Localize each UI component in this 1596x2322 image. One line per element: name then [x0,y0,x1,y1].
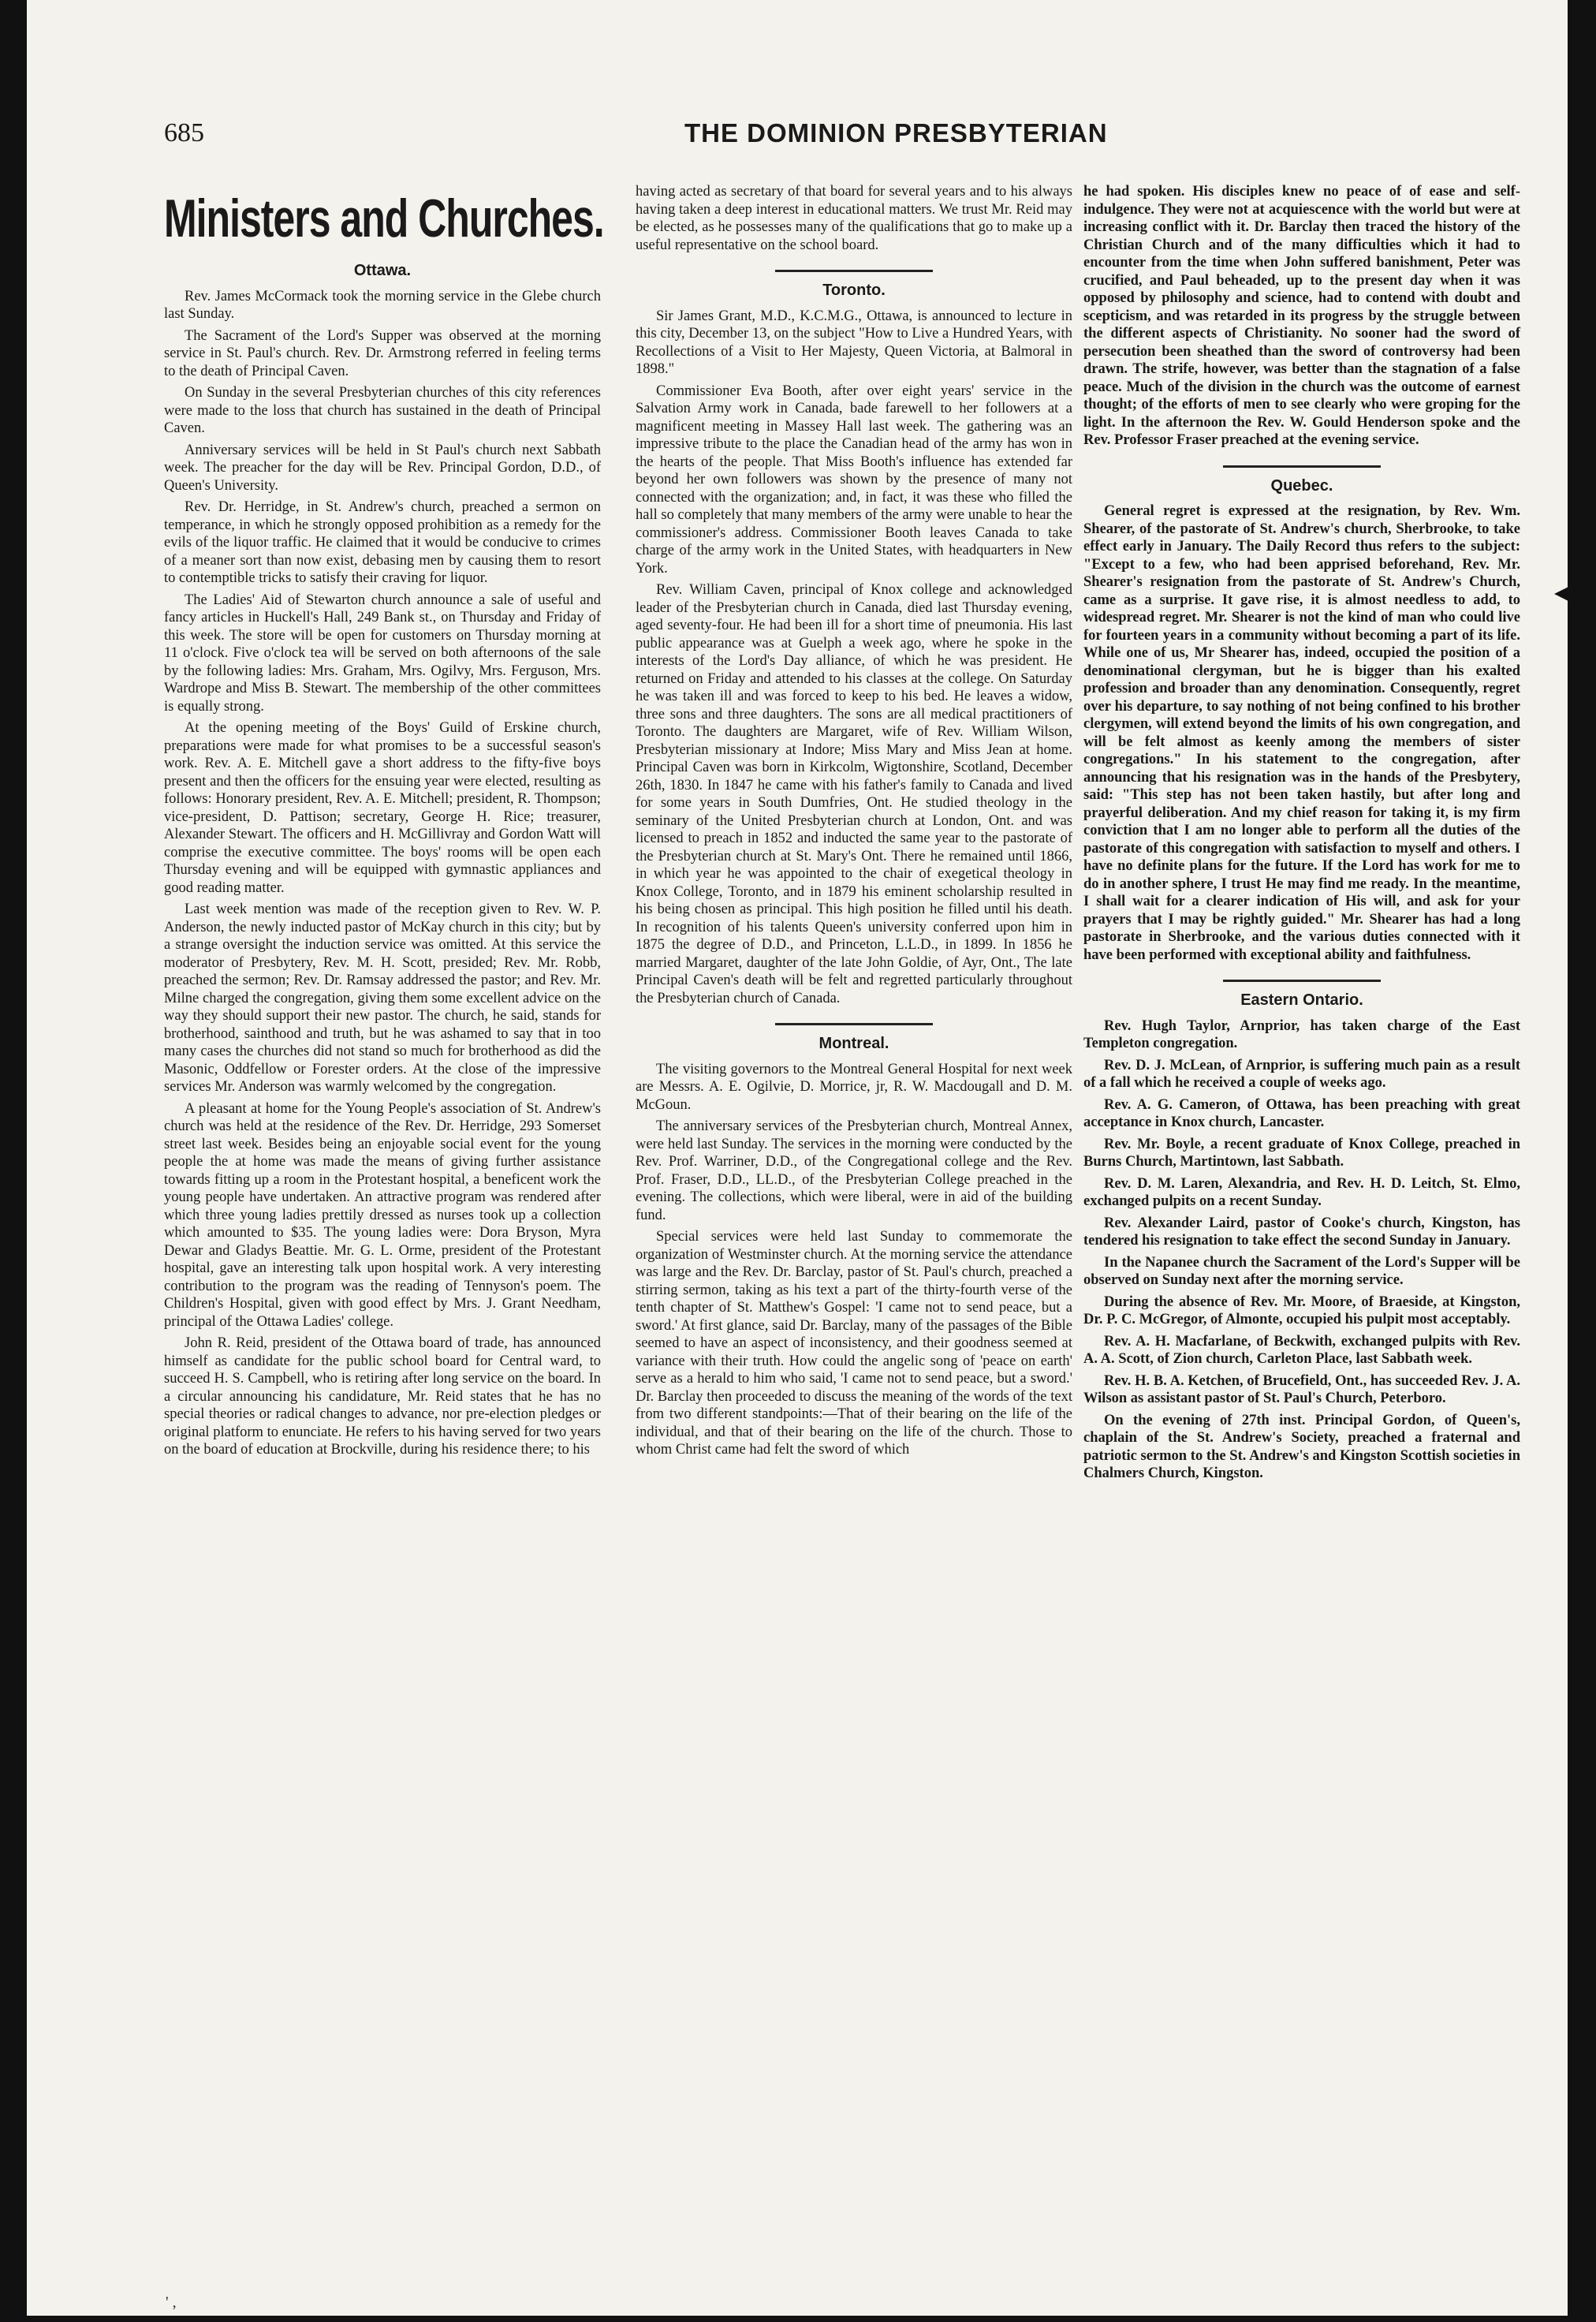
section-divider [775,270,933,272]
scan-border-bottom [0,2316,1596,2322]
paragraph: The anniversary services of the Presbyterian church, Montreal Annex, were held last Sunday. The services in the morning were conducted by the Rev. Prof. Warriner, D.D., of the Congregational college and the Rev. Prof. Fraser, D.D., LL.D., of the Presbyterian College preached in the evening. The collections, which were liberal, were in aid of the building fund. [636,1118,1072,1223]
paragraph: Anniversary services will be held in St Paul's church next Sabbath week. The preacher for the day will be Rev. Principal Gordon, D.D., of Queen's University. [164,442,601,494]
paragraph: Rev. D. M. Laren, Alexandria, and Rev. H. D. Leitch, St. Elmo, exchanged pulpits on a recent Sunday. [1083,1175,1520,1209]
paragraph: Rev. A. H. Macfarlane, of Beckwith, exchanged pulpits with Rev. A. A. Scott, of Zion church, Carleton Place, last Sabbath week. [1083,1333,1520,1367]
running-head [164,118,1520,158]
scan-border-right [1568,0,1596,2322]
section-heading-quebec: Quebec. [1270,476,1333,495]
paragraph: Rev. A. G. Cameron, of Ottawa, has been preaching with great acceptance in Knox church, Lancaster. [1083,1096,1520,1130]
column-3 [1083,183,1520,1487]
paragraph: A pleasant at home for the Young People's association of St. Andrew's church was held at the residence of the Rev. Dr. Herridge, 293 Somerset street last week. Besides being an enjoyable social event for the young people the at home was made the means of giving further assistance towards fitting up a room in the Protestant hospital, a beneficent work the young people have undertaken. An attractive program was rendered after which three young ladies prettily dressed as nurses took up a collection which amounted to $35. The young ladies were: Dora Bryson, Myra Dewar and Gladys Beattie. Mr. G. L. Orme, president of the Protestant hospital, gave an interesting talk upon hospital work. A very interesting contribution to the program was the reading of Tennyson's poem. The Children's Hospital, given with good effect by Mrs. J. Grant Needham, principal of the Ottawa Ladies' college. [164,1100,601,1330]
paragraph: During the absence of Rev. Mr. Moore, of Braeside, at Kingston, Dr. P. C. McGregor, of Almonte, occupied his pulpit most acceptably. [1083,1294,1520,1327]
section-divider [775,1023,933,1025]
paragraph: Commissioner Eva Booth, after over eight years' service in the Salvation Army work in Canada, bade farewell to her followers at a magnificent meeting in Massey Hall last week. The gathering was an impressive tribute to the place the Canadian head of the army has won in the hearts of the people. That Miss Booth's influence has extended far beyond her own followers was shown by the presence of many not connected with the organization; and, in fact, it was these who filled the hall so completely that many members of the army were unable to hear the commissioner's address. Commissioner Booth leaves Canada to take charge of the army work in the United States, with headquarters in New York. [636,383,1072,577]
paragraph: At the opening meeting of the Boys' Guild of Erskine church, preparations were made for what promises to be a successful season's work. Rev. A. E. Mitchell gave a short address to the fifty-five boys present and then the officers for the ensuing year were elected, resulting as follows: Honorary president, Rev. A. E. Mitchell; president, R. Thompson; vice-president, D. Pattison; secretary, George H. Rice; treasurer, Alexander Stewart. The officers and H. McGillivray and Gordon Watt will comprise the executive committee. The boys' rooms will be open each Thursday evening and will be equipped with gymnastic appliances and good reading matter. [164,720,601,896]
paragraph: Last week mention was made of the reception given to Rev. W. P. Anderson, the newly inducted pastor of McKay church in this city; but by a strange oversight the induction service was omitted. At this service the moderator of Presbytery, Rev. M. H. Scott, presided; Rev. Mr. Robb, preached the sermon; Rev. Dr. Ramsay addressed the pastor; and Rev. Mr. Milne charged the congregation, giving them some excellent advice on the way they should support their new pastor. The church, he said, stands for brotherhood, sainthood and truth, but he was ashamed to say that in too many cases the churches did not stand so much for brotherhood as did the Masonic, Oddfellow or Forester orders. At the close of the impressive services Mr. Anderson was warmly welcomed by the congregation. [164,902,601,1095]
paragraph: Rev. D. J. McLean, of Arnprior, is suffering much pain as a result of a fall which he received a couple of weeks ago. [1083,1057,1520,1091]
paragraph: Special services were held last Sunday to commemorate the organization of Westminster church. At the morning service the attendance was large and the Rev. Dr. Barclay, pastor of St. Paul's church, preached a stirring sermon, taking as his text a part of the thirty-fourth verse of the tenth chapter of St. Matthew's Gospel: 'I came not to send peace, but a sword.' At first glance, said Dr. Barclay, many of the passages of the Bible seemed to have an aspect of inconsistency, and their goodness seemed at variance with their truth. How could the angelic song of 'peace on earth' serve as a herald to him who said, 'I came not to send peace, but a sword.' Dr. Barclay then proceeded to discuss the meaning of the words of the text from two different standpoints:—That of their bearing on the life of the individual, and that of their bearing on the life of the church. Those to whom Christ came had felt the sword of which [636,1229,1072,1458]
column-1 [164,183,604,1463]
paragraph: Rev. James McCormack took the morning service in the Glebe church last Sunday. [164,288,601,322]
paragraph: On Sunday in the several Presbyterian churches of this city references were made to the loss that church has sustained in the death of Principal Caven. [164,385,601,436]
paragraph: Rev. Alexander Laird, pastor of Cooke's church, Kingston, has tendered his resignation to take effect the second Sunday in January. [1083,1215,1520,1249]
paragraph-continuation: he had spoken. His disciples knew no peace of of ease and self-indulgence. They were not at acquiescence with the world but were at increasing conflict with it. Dr. Barclay then traced the history of the Christian Church and of the many difficulties which it had to encounter from the time when John suffered banishment, Peter was crucified, and Paul beheaded, up to the present day when it was opposed by philosophy and science, had to contend with doubt and scepticism, and was retarded in its progress by the struggle between the different aspects of Christianity. No sooner had the sword of persecution been sheathed than the sword of controversy had been drawn. The strife, however, was better than the stagnation of a false peace. Much of the division in the church was the outcome of earnest thought; of the efforts of men to see clearly who were groping for the light. In the afternoon the Rev. W. Gould Henderson spoke and the Rev. Professor Fraser preached at the evening service. [1083,184,1520,448]
paragraph-continuation: having acted as secretary of that board for several years and to his always having taken a deep interest in educational matters. We trust Mr. Reid may be elected, as he possesses many of the qualifications that go to make up a useful representative on the school board. [636,184,1072,253]
section-heading-toronto: Toronto. [822,282,886,299]
page-number: 685 [164,118,204,147]
scan-border-left [0,0,27,2322]
paragraph: Rev. Dr. Herridge, in St. Andrew's church, preached a sermon on temperance, in which he strongly opposed prohibition as a remedy for the evils of the liquor traffic. He claimed that it would be conducive to crimes of a meaner sort than now exist, debasing men by causing them to resort to contemptible tricks to satisfy their craving for liquor. [164,499,601,586]
section-heading-eastern-ontario: Eastern Ontario. [1240,991,1363,1009]
paragraph: Rev. William Caven, principal of Knox college and acknowledged leader of the Presbyterian church in Canada, died last Thursday evening, aged seventy-four. He had been ill for a short time of pneumonia. His last public appearance was at Guelph a week ago, where he spoke in the interests of the Lord's Day alliance, of which he was president. He returned on Friday and attended to his classes at the college. On Saturday he was taken ill and was forced to keep to his bed. He leaves a widow, three sons and three daughters. The sons are all medical practitioners of Toronto. The daughters are Margaret, wife of Rev. William Wilson, Presbyterian missionary at Indore; Miss Mary and Miss Jean at home. Principal Caven was born in Kirkcolm, Wigtonshire, Scotland, December 26th, 1830. In 1847 he came with his father's family to Canada and lived for some years in South Dumfries, Ont. He studied theology in the seminary of the United Presbyterian church at London, Ont. and was licensed to preach in 1852 and inducted the same year to the pastorate of the Presbyterian church at St. Mary's Ont. There he remained until 1866, in which year he was appointed to the chair of exegetical theology in Knox College, Toronto, and in 1879 his eminent scholarship resulted in his being chosen as principal. This high position he filled until his death. In recognition of his talents Queen's university conferred upon him in 1875 the degree of D.D., and Princeton, L.L.D., in 1899. In 1856 he married Margaret, daughter of the late John Goldie, of Ayr, Ont., The late Principal Caven's death will be felt and regretted particularly throughout the Presbyterian church of Canada. [636,582,1072,1006]
column-2 [636,183,1072,1463]
footer-mark: ' , [166,2294,177,2311]
section-divider [1223,980,1381,982]
paragraph: The visiting governors to the Montreal General Hospital for next week are Messrs. A. E. Ogilvie, D. Morrice, jr, R. W. Macdougall and D. M. McGoun. [636,1061,1072,1113]
paragraph: The Ladies' Aid of Stewarton church announce a sale of useful and fancy articles in Huckell's Hall, 249 Bank st., on Thursday and Friday of this week. The store will be open for customers on Thursday morning at 11 o'clock. Five o'clock tea will be served on both afternoons of the sale by the following ladies: Mrs. Graham, Mrs. Ogilvy, Mrs. Ferguson, Mrs. Wardrope and Miss B. Stewart. The membership of the other committees is equally strong. [164,592,601,715]
scan-edge-notch-icon: ◂ [1553,568,1574,614]
paragraph: John R. Reid, president of the Ottawa board of trade, has announced himself as candidate for the public school board for Central ward, to succeed H. S. Campbell, who is retiring after long service on the board. In a circular announcing his candidature, Mr. Reid states that he has no special theories or radical changes to advance, nor pre-election pledges or original platform to enunciate. He refers to his having served for two years on the board of education at Brockville, during his residence there; to his [164,1335,601,1458]
paragraph: Rev. Hugh Taylor, Arnprior, has taken charge of the East Templeton congregation. [1083,1017,1520,1051]
section-heading-montreal: Montreal. [819,1035,889,1052]
paragraph: The Sacrament of the Lord's Supper was observed at the morning service in St. Paul's church. Rev. Dr. Armstrong referred in feeling terms to the death of Principal Caven. [164,327,601,379]
section-divider [1223,465,1381,468]
masthead: Ministers and Churches. [164,189,604,248]
paragraph: In the Napanee church the Sacrament of the Lord's Supper will be observed on Sunday next after the morning service. [1083,1254,1520,1288]
paragraph: On the evening of 27th inst. Principal Gordon, of Queen's, chaplain of the St. Andrew's Society, preached a fraternal and patriotic sermon to the St. Andrew's and Kingston Scottish societies in Chalmers Church, Kingston. [1083,1412,1520,1481]
paragraph: Sir James Grant, M.D., K.C.M.G., Ottawa, is announced to lecture in this city, December 13, on the subject "How to Live a Hundred Years, with Recollections of a Visit to Her Majesty, Queen Victoria, at Balmoral in 1898." [636,308,1072,377]
paragraph: Rev. H. B. A. Ketchen, of Brucefield, Ont., has succeeded Rev. J. A. Wilson as assistant pastor of St. Paul's Church, Peterboro. [1083,1372,1520,1406]
paragraph: Rev. Mr. Boyle, a recent graduate of Knox College, preached in Burns Church, Martintown, last Sabbath. [1083,1136,1520,1170]
paragraph: General regret is expressed at the resignation, by Rev. Wm. Shearer, of the pastorate of St. Andrew's church, Sherbrooke, to take effect early in January. The Daily Record thus refers to the subject: "Except to a few, who had been apprised beforehand, Rev. Mr. Shearer's resignation from the pastorate of St. Andrew's Church, came as a surprise. It gave rise, it is almost needless to add, to widespread regret. Mr. Shearer is not the kind of man who could live for fourteen years in a community without becoming a part of its life. While one of us, Mr Shearer has, indeed, occupied the position of a denominational clergyman, but he is bigger than his exalted profession and broader than any denomination. Consequently, regret over his departure, to say nothing of not being confined to his brother clergymen, will extend beyond the limits of his own congregation, and will be felt almost as keenly among the members of sister congregations." In his statement to the congregation, after announcing that his resignation was in the hands of the Presbytery, said: "This step has not been taken hastily, but after long and prayerful deliberation. And my chief reason for taking it, is my firm conviction that I am no longer able to perform all the duties of the pastorate of this congregation with satisfaction to myself and others. I have no definite plans for the future. If the Lord has work for me to do in another sphere, I trust He may find me ready. In the meantime, I shall wait for a clearer indication of His will, and ask for your prayers that I may be rightly guided." Mr. Shearer has had a long pastorate in Sherbrooke, and the various duties connected with it have been performed with exceptional ability and faithfulness. [1083,503,1520,963]
section-heading-ottawa: Ottawa. [353,262,412,279]
journal-title: THE DOMINION PRESBYTERIAN [684,118,1108,147]
